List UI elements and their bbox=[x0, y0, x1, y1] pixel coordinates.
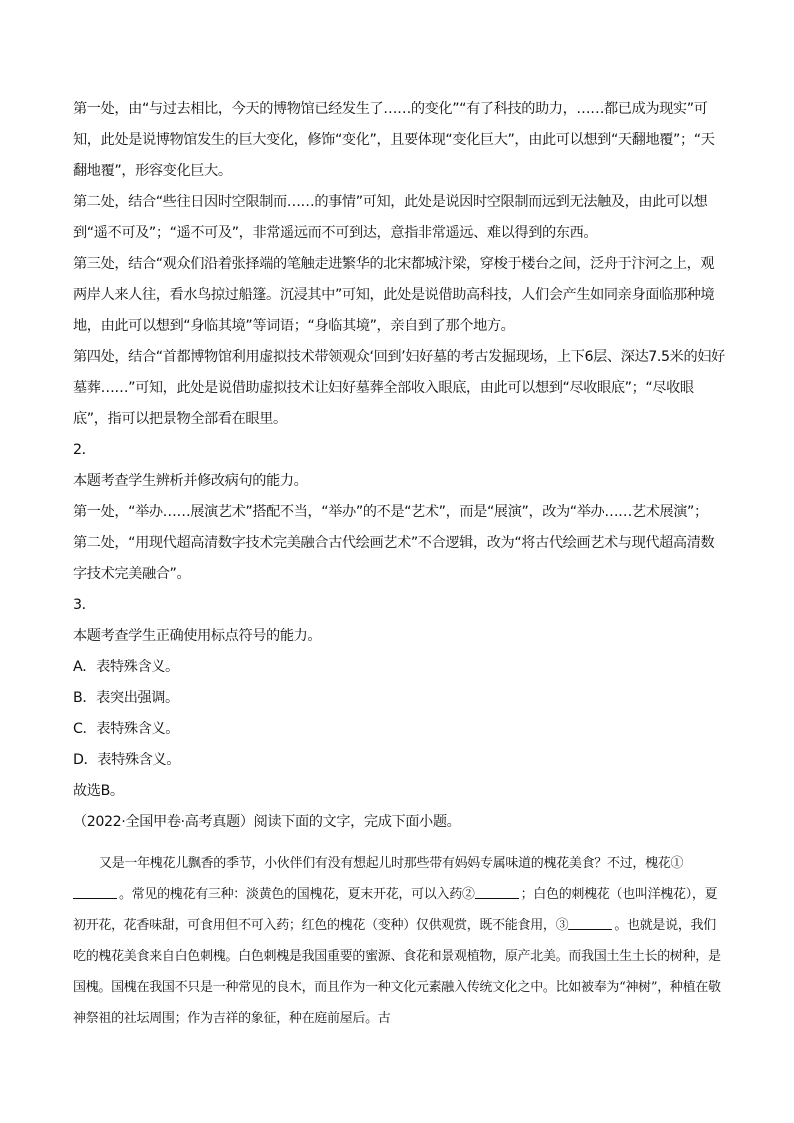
question-2-item-1: 第一处，“举办……展演艺术”搭配不当，“举办”的不是“艺术”，而是“展演”，改为“举办……艺术展演”； bbox=[73, 504, 708, 520]
passage-text-2: 。常见的槐花有三种：淡黄色的国槐花，夏末开花，可以入药② bbox=[119, 887, 475, 902]
question-3-option-a: A．表特殊含义。 bbox=[73, 659, 179, 675]
question-3-intro: 本题考查学生正确使用标点符号的能力。 bbox=[73, 628, 322, 644]
question-3-option-d: D．表特殊含义。 bbox=[73, 752, 181, 768]
question-3-answer: 故选B。 bbox=[73, 783, 124, 799]
question-2-number: 2． bbox=[73, 442, 96, 458]
analysis-paragraph-3: 第三处，结合“观众们沿着张择端的笔触走进繁华的北宋都城汴梁，穿梭于楼台之间，泛舟于汴河之上，观两岸人来人往，看水鸟掠过船篷。沉浸其中”可知，此处是说借助高科技，人们会产生如同亲身面临那种境地，由此可以想到“身临其境”等词语；“身临其境”，亲自到了那个地方。 bbox=[73, 256, 715, 334]
analysis-paragraph-4: 第四处，结合“首都博物馆利用虚拟技术带领观众‘回到’妇好墓的考古发掘现场，上下6层、深达7.5米的妇好墓葬……”可知，此处是说借助虚拟技术让妇好墓葬全部收入眼底，由此可以想到“尽收眼底”；“尽收眼底”，指可以把景物全部看在眼里。 bbox=[73, 349, 725, 427]
passage-text-3: ；白色的刺槐花（也叫洋槐花），夏初开花，花香味甜，可食用但不可入药；红色的槐花（变种）仅供观赏，既不能食用，③ bbox=[73, 887, 718, 933]
analysis-paragraph-2: 第二处，结合“些往日因时空限制而……的事情”可知，此处是说因时空限制而远到无法触及，由此可以想到“遥不可及”；“遥不可及”，非常遥远而不可到达，意指非常遥远、难以得到的东西。 bbox=[73, 194, 708, 241]
analysis-paragraph-1: 第一处，由“与过去相比，今天的博物馆已经发生了……的变化”“有了科技的助力，……都已成为现实”可知，此处是说博物馆发生的巨大变化，修饰“变化”，且要体现“变化巨大”，由此可以想到“天翻地覆”；“天翻地覆”，形容变化巨大。 bbox=[73, 101, 715, 179]
passage-text-1: 又是一年槐花儿飘香的季节，小伙伴们有没有想起儿时那些带有妈妈专属味道的槐花美食？不过，槐花① bbox=[99, 856, 684, 871]
answer-analysis bbox=[73, 94, 725, 838]
blank-2 bbox=[475, 884, 519, 899]
question-3-option-b: B．表突出强调。 bbox=[73, 690, 179, 706]
question-3-number: 3． bbox=[73, 597, 96, 613]
passage-text-4: 。也就是说，我们吃的槐花美食来自白色刺槐。白色刺槐是我国重要的蜜源、食花和景观植物，原产北美。而我国土生土长的树种，是国槐。国槐在我国不只是一种常见的良木，而且作为一种文化元素融入传统文化之中。比如被奉为“神树”，种植在敬神祭祖的社坛周围；作为吉祥的象征，种在庭前屋后。古 bbox=[73, 918, 721, 1026]
passage-paragraph bbox=[73, 848, 725, 1034]
question-2-intro: 本题考查学生辨析并修改病句的能力。 bbox=[73, 473, 308, 489]
reading-passage bbox=[73, 848, 725, 1034]
question-2-item-2: 第二处，“用现代超高清数字技术完美融合古代绘画艺术”不合逻辑，改为“将古代绘画艺术与现代超高清数字技术完美融合”。 bbox=[73, 535, 715, 582]
blank-3 bbox=[568, 915, 612, 930]
blank-1 bbox=[73, 884, 117, 899]
question-3-option-c: C．表特殊含义。 bbox=[73, 721, 180, 737]
next-question-source: （2022·全国甲卷·高考真题）阅读下面的文字，完成下面小题。 bbox=[73, 814, 461, 830]
